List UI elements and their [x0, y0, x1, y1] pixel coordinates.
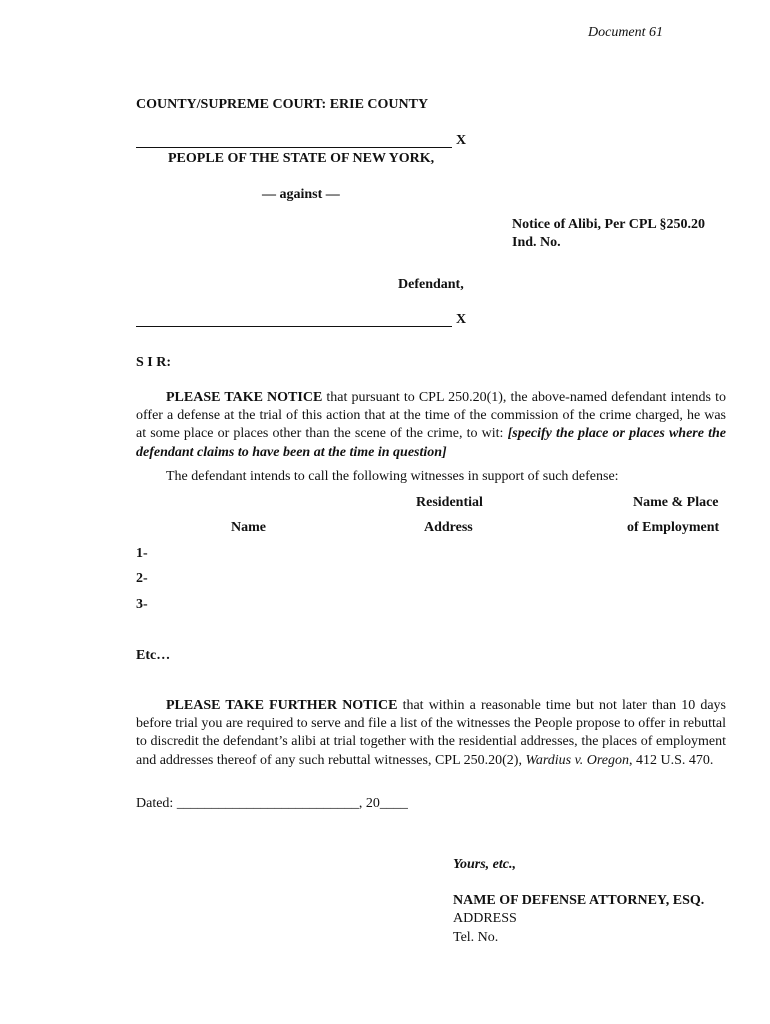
- against-label: — against —: [262, 187, 340, 202]
- case-name: Wardius v. Oregon: [525, 752, 630, 768]
- document-number: Document 61: [588, 25, 664, 40]
- column-employment-line1: Name & Place: [633, 495, 719, 510]
- attorney-name: NAME OF DEFENSE ATTORNEY, ESQ.: [453, 893, 705, 908]
- caption-rule-top: [136, 147, 452, 148]
- further-notice-lead: PLEASE TAKE FURTHER NOTICE: [166, 698, 398, 713]
- plaintiff-name: PEOPLE OF THE STATE OF NEW YORK,: [168, 151, 435, 166]
- column-residential-line2: Address: [424, 520, 473, 535]
- witness-row-1: 1-: [136, 546, 148, 561]
- caption-x-top: X: [456, 133, 467, 148]
- case-citation: , 412 U.S. 470.: [629, 752, 714, 768]
- witness-row-2: 2-: [136, 571, 148, 586]
- dated-line: Dated: __________________________, 20____: [136, 796, 408, 811]
- notice-lead: PLEASE TAKE NOTICE: [166, 390, 323, 405]
- further-notice-body: that within a reasonable time but not later than 10 days before trial you are required to serve and file a list of the witnesses the People propose to offer in rebuttal to discredit the defendant’s alibi at trial together with the residential addresses, the places of employment and addresses thereof of any such rebuttal witnesses, CPL 250.20(2),: [136, 698, 727, 768]
- notice-body: that pursuant to CPL 250.20(1), the above-named defendant intends to offer a defense at the trial of this action that at the time of the commission of the crime charged, he was at some place or places other than the scene of the crime, to wit:: [136, 390, 726, 442]
- caption-x-bottom: X: [456, 312, 467, 327]
- salutation: S I R:: [136, 355, 172, 370]
- etc-label: Etc…: [136, 648, 171, 663]
- court-heading: COUNTY/SUPREME COURT: ERIE COUNTY: [136, 97, 429, 112]
- witness-intro: The defendant intends to call the following witnesses in support of such defense:: [166, 469, 619, 484]
- column-employment-line2: of Employment: [627, 520, 720, 535]
- further-notice-paragraph: [136, 697, 726, 770]
- closing: Yours, etc.,: [453, 857, 516, 872]
- witness-row-3: 3-: [136, 597, 148, 612]
- column-residential-line1: Residential: [416, 495, 483, 510]
- column-name-header: Name: [231, 520, 266, 535]
- notice-title: Notice of Alibi, Per CPL §250.20: [512, 217, 705, 232]
- caption-rule-bottom: [136, 326, 452, 327]
- defendant-label: Defendant,: [398, 277, 464, 292]
- notice-placeholder: [specify the place or places where the defendant claims to have been at the time in question]: [136, 426, 726, 460]
- indictment-number-label: Ind. No.: [512, 235, 561, 250]
- notice-paragraph: [136, 389, 726, 462]
- attorney-address: ADDRESS: [453, 911, 517, 926]
- attorney-telephone: Tel. No.: [453, 930, 499, 945]
